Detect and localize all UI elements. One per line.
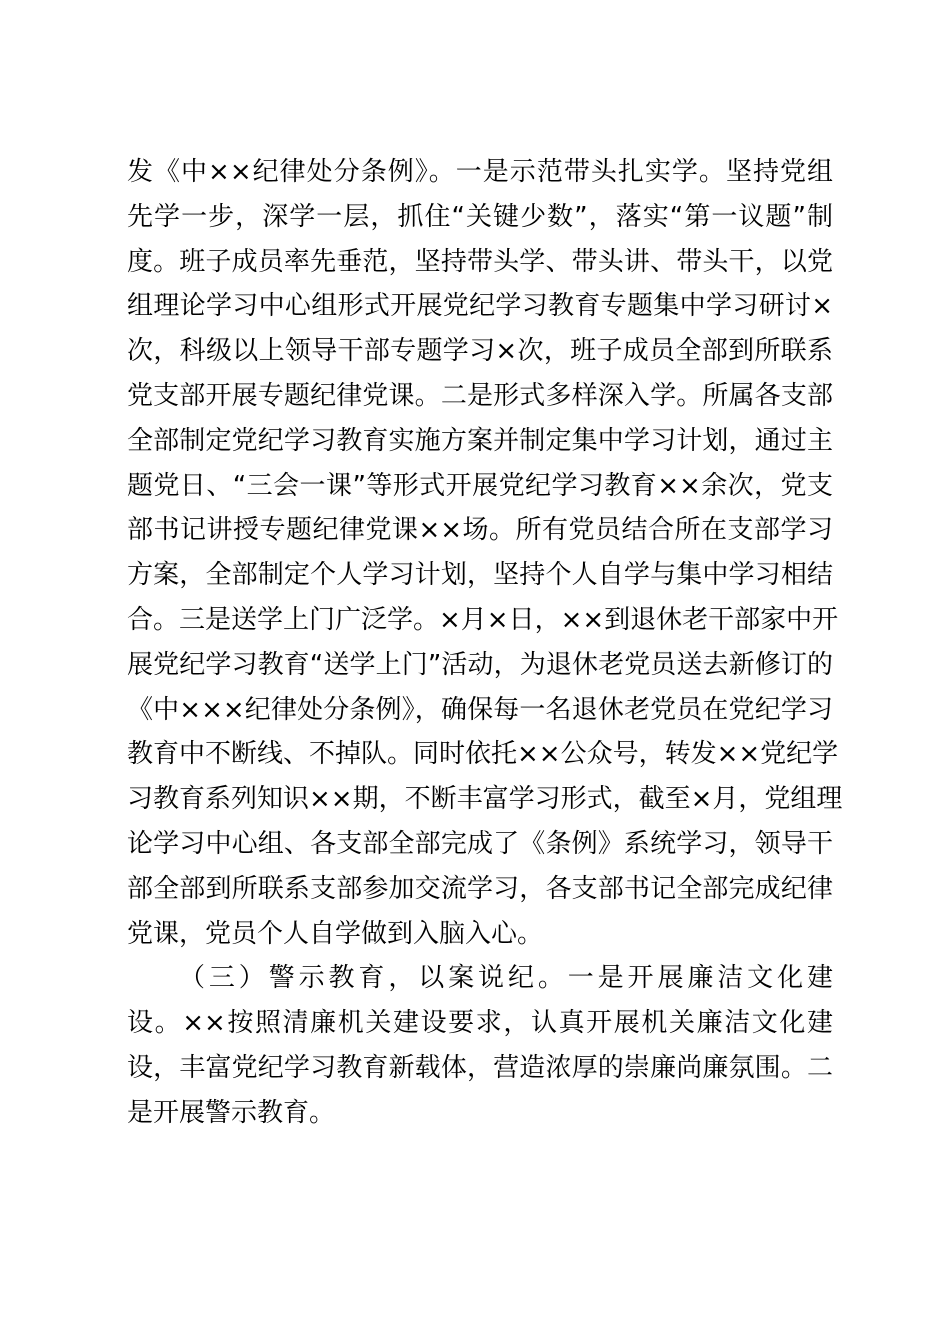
text-line: 部全部到所联系支部参加交流学习，各支部书记全部完成纪律 [127,873,833,904]
text-line: 《中×××纪律处分条例》，确保每一名退休老党员在党纪学习 [127,694,833,725]
text-line: 论学习中心组、各支部全部完成了《条例》系统学习，领导干 [127,828,833,859]
text-line: 党支部开展专题纪律党课。二是形式多样深入学。所属各支部 [127,380,833,411]
text-line: 部书记讲授专题纪律党课××场。所有党员结合所在支部学习 [127,515,833,546]
text-line: 先学一步，深学一层，抓住“关键少数”，落实“第一议题”制 [127,201,833,232]
text-line: 设。××按照清廉机关建设要求，认真开展机关廉洁文化建 [127,1008,833,1039]
text-line: 教育中不断线、不掉队。同时依托××公众号，转发××党纪学 [127,739,839,770]
text-line: 习教育系列知识××期，不断丰富学习形式，截至×月，党组理 [127,784,843,815]
text-line: 展党纪学习教育“送学上门”活动，为退休老党员送去新修订的 [127,649,833,680]
section-heading-line: （三）警示教育，以案说纪。一是开展廉洁文化建 [179,963,833,994]
text-line: 题党日、“三会一课”等形式开展党纪学习教育××余次，党支 [127,470,833,501]
text-line: 发《中××纪律处分条例》。一是示范带头扎实学。坚持党组 [127,157,833,187]
text-line: 合。三是送学上门广泛学。×月×日，××到退休老干部家中开 [127,604,839,635]
body-text [127,150,843,1136]
text-line: 次，科级以上领导干部专题学习×次，班子成员全部到所联系 [127,336,833,367]
text-line: 组理论学习中心组形式开展党纪学习教育专题集中学习研讨× [127,291,833,322]
text-line: 方案，全部制定个人学习计划，坚持个人自学与集中学习相结 [127,560,833,591]
text-line: 全部制定党纪学习教育实施方案并制定集中学习计划，通过主 [127,425,833,456]
text-line: 设，丰富党纪学习教育新载体，营造浓厚的崇廉尚廉氛围。二 [127,1052,833,1083]
text-line: 度。班子成员率先垂范，坚持带头学、带头讲、带头干，以党 [127,246,833,277]
text-line: 党课，党员个人自学做到入脑入心。 [127,918,544,949]
text-line: 是开展警示教育。 [127,1097,336,1128]
